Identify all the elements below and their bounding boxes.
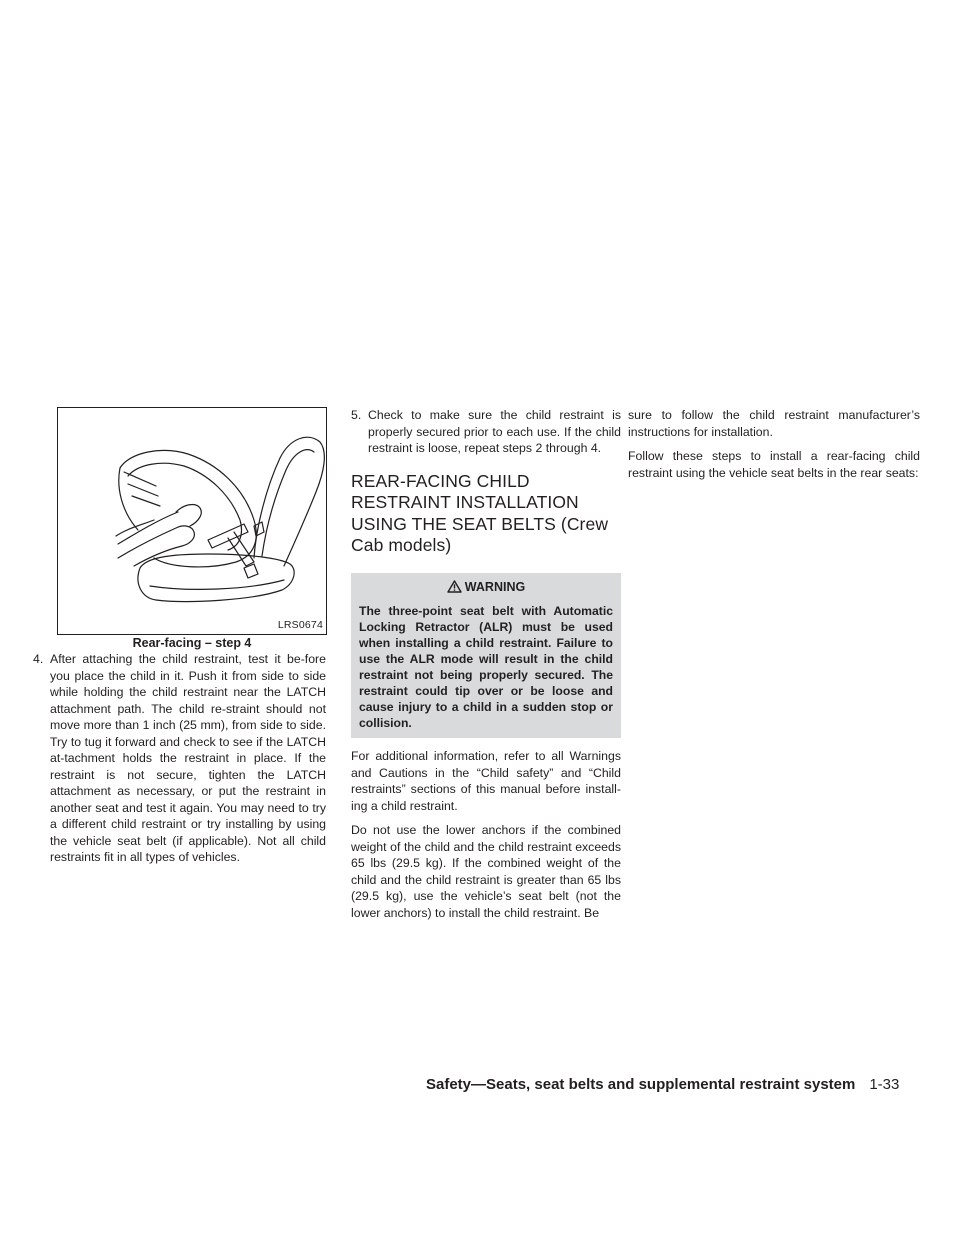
warning-text: The three-point seat belt with Automatic Locking Retractor (ALR) must be used when installing a child restraint. Failure to use the ALR mode will result in the child restraint not being properly secured. The restraint could tip over or be loose and cause injury to a child in a sudden stop or collision. xyxy=(359,604,613,730)
step-number: 5. xyxy=(351,408,362,422)
paragraph: Do not use the lower anchors if the combined weight of the child and the child restraint exceeds 65 lbs (29.5 kg). If the combined weight of the child and the child restraint is greater than 65 lbs (29.5 kg), use the vehicle’s seat belt (not the lower anchors) to install the child restraint. Be xyxy=(351,823,621,920)
paragraph: Follow these steps to install a rear-facing child restraint using the vehicle seat belts in the rear seats: xyxy=(628,449,920,480)
page-number: 1-33 xyxy=(869,1076,900,1093)
warning-title xyxy=(359,579,613,596)
column-2 xyxy=(351,407,621,929)
section-title: Safety—Seats, seat belts and supplemental restraint system xyxy=(426,1076,856,1093)
step-text: After attaching the child restraint, test it be-fore you place the child in it. Push it from side to side while holding the child restraint near the LATCH attachment path. The child re-straint should not move more than 1 inch (25 mm), from side to side. Try to tug it forward and check to see if the LATCH at-tachment holds the restraint in place. If the restraint is not secure, tighten the LATCH attachment as necessary, or put the restraint in another seat and test it again. You may need to try a different child restraint or try installing by using the vehicle seat belt (if applicable). Not all child restraints fit in all types of vehicles. xyxy=(50,652,326,864)
paragraph: sure to follow the child restraint manufacturer’s instructions for installation. xyxy=(628,408,920,439)
figure-caption: Rear-facing – step 4 xyxy=(132,636,252,650)
warning-box xyxy=(351,573,621,739)
step-4 xyxy=(33,651,326,866)
step-5 xyxy=(351,407,621,457)
warning-triangle-icon xyxy=(447,580,462,593)
warning-label: WARNING xyxy=(464,579,526,594)
page-footer xyxy=(426,1076,899,1093)
figure-code: LRS0674 xyxy=(277,619,323,631)
illustration-figure xyxy=(57,407,327,635)
child-seat-illustration xyxy=(58,408,326,634)
step-number: 4. xyxy=(33,652,44,666)
section-heading: REAR-FACING CHILD RESTRAINT INSTALLATION USING THE SEAT BELTS (Crew Cab models) xyxy=(351,470,609,555)
column-3 xyxy=(628,407,920,489)
step-text: Check to make sure the child restraint is properly secured prior to each use. If the child restraint is loose, repeat steps 2 through 4. xyxy=(368,408,621,455)
paragraph: For additional information, refer to all Warnings and Cautions in the “Child safety” and “Child restraints” sections of this manual before install-ing a child restraint. xyxy=(351,749,621,813)
column-1 xyxy=(33,651,326,866)
